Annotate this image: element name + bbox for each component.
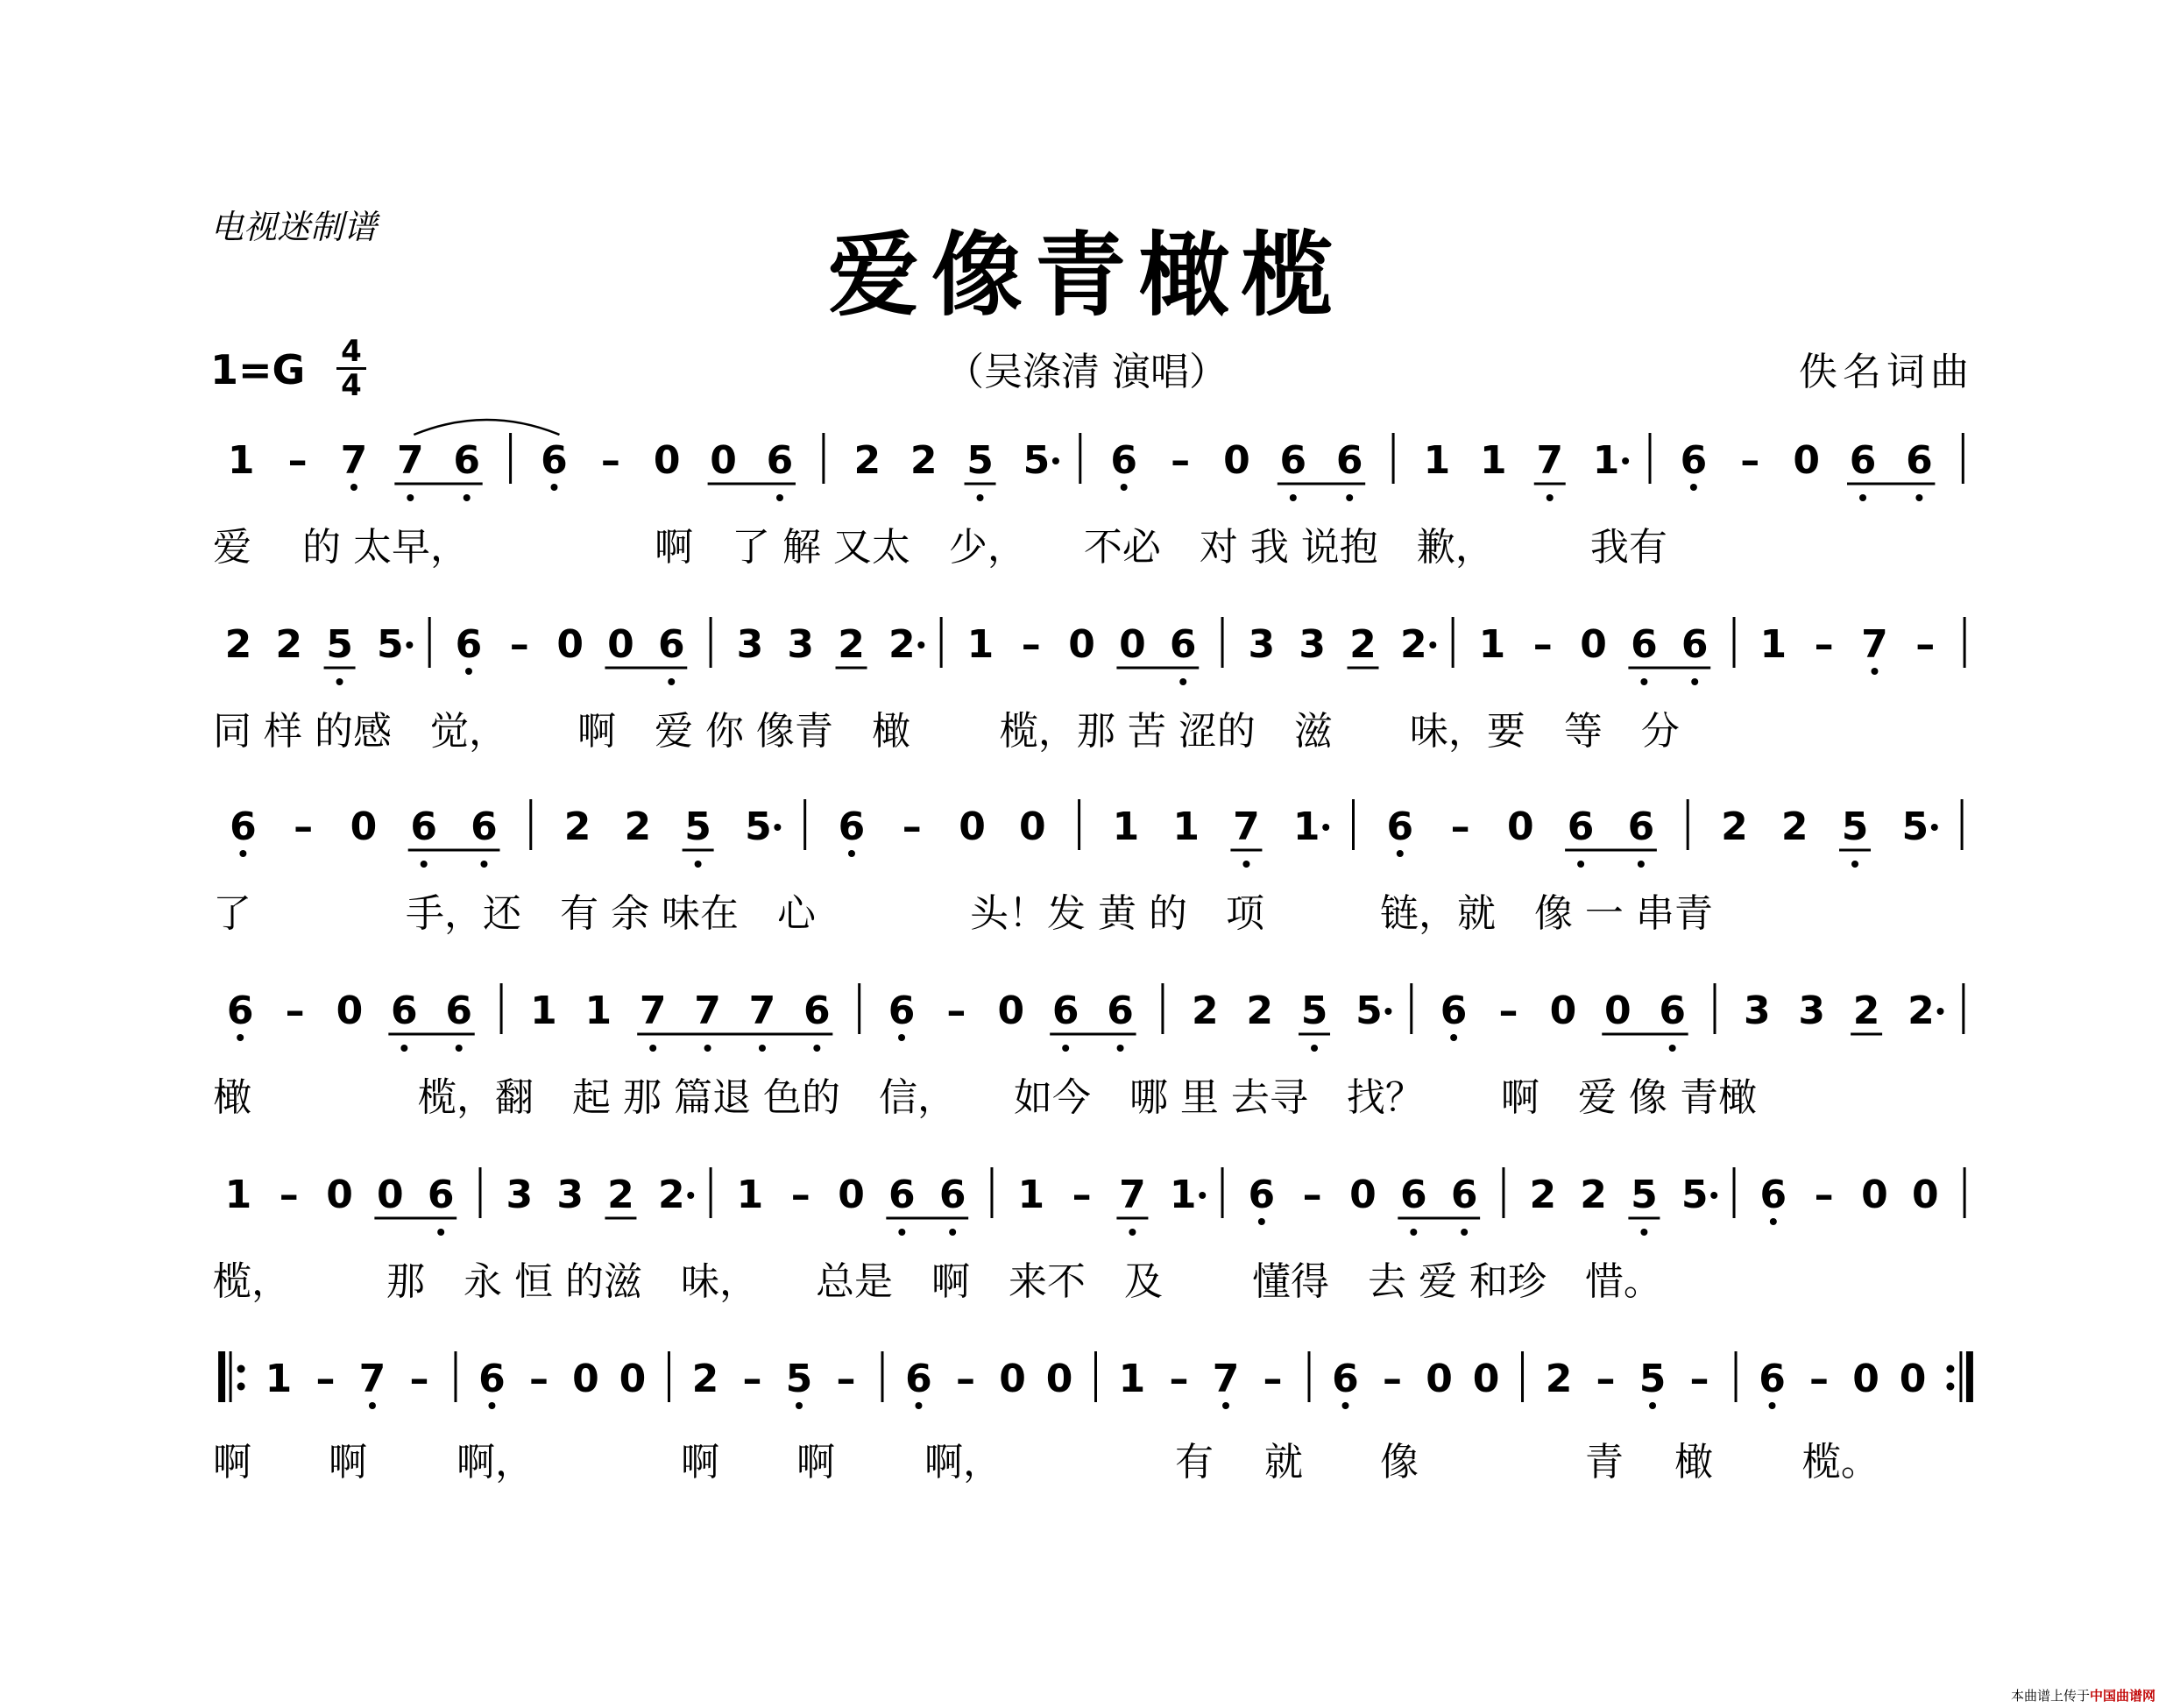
note: – [509,622,529,667]
octave-dot-below [1669,1045,1676,1052]
note: 7 [639,989,667,1033]
note: 6 [1759,1173,1787,1217]
note: – [287,438,308,483]
note: 0 [1507,804,1534,849]
note: 1 [1423,438,1451,483]
octave-dot-below [1640,1229,1647,1236]
octave-dot-below [649,1045,656,1052]
note: 1 [966,622,994,667]
note: 1 [1480,438,1507,483]
note: 6 [1906,438,1933,483]
note: 6 [1440,989,1468,1033]
note: 7 [1119,1173,1146,1217]
note: 1 [1759,622,1787,667]
note: – [1532,622,1553,667]
footer-prefix: 本曲谱上传于 [2010,1688,2090,1704]
note: 2 [624,804,652,849]
notation-row [230,799,1962,868]
note: 6 [1450,1173,1478,1217]
note: 1 [530,989,557,1033]
note: 1 [1292,804,1320,849]
note: – [1915,622,1936,667]
note: 2 [888,622,916,667]
octave-dot-below [1690,484,1697,491]
note: 5 [1300,989,1328,1033]
note: 2 [224,622,252,667]
note: – [1302,1173,1322,1217]
note: – [955,1357,975,1401]
note: 6 [226,989,254,1033]
notation-row [227,983,1964,1052]
note: 6 [1110,438,1138,483]
note: 5 [1681,1173,1709,1217]
lyrics-line: 橄 榄，翻 起 那 篇退 色的 信， 如今 哪 里 去寻 找？ 啊 爱 像 青橄 [213,1075,1757,1120]
note: 1 [1478,622,1506,667]
note: 3 [787,622,815,667]
note: 5 [1901,804,1929,849]
octave-dot-below [488,1402,495,1409]
note: 6 [541,438,568,483]
note: – [1169,1357,1189,1401]
note: 2 [910,438,938,483]
note: 7 [397,438,424,483]
note: 6 [1107,989,1134,1033]
octave-dot-below [1859,494,1866,501]
note: 1 [1017,1173,1045,1217]
notation-row [225,617,1965,685]
note: 0 [572,1357,599,1401]
octave-dot-below [759,1045,766,1052]
octave-dot-below [898,1229,905,1236]
duration-dot [687,1192,694,1199]
note: 0 [838,1173,865,1217]
note: – [1689,1357,1709,1401]
note: 0 [607,622,634,667]
note: 3 [556,1173,584,1217]
octave-dot-below [1242,861,1249,868]
note: 6 [455,622,483,667]
note: 0 [1045,1357,1073,1401]
note: 6 [410,804,438,849]
note: 0 [653,438,681,483]
octave-dot-below [1450,1034,1457,1041]
note: 2 [853,438,881,483]
note: 0 [997,989,1025,1033]
note: 6 [453,438,481,483]
footer-upload-note [2011,1686,2155,1704]
octave-dot-below [1179,678,1186,685]
duration-dot [1936,1008,1943,1015]
note: 3 [736,622,764,667]
note: 3 [1248,622,1276,667]
duration-dot [1199,1192,1206,1199]
octave-dot-below [480,861,487,868]
repeat-end [1946,1351,1973,1402]
octave-dot-below [813,1045,820,1052]
duration-dot [774,824,781,831]
lyrics-line: 榄， 那 永 恒 的滋 味， 总是 啊 来不 及 懂得 去 爱 和珍 惜。 [213,1259,1662,1304]
note: 0 [326,1173,353,1217]
note: 0 [1472,1357,1500,1401]
note: – [946,989,966,1033]
octave-dot-below [1311,1045,1318,1052]
note: – [1809,1357,1830,1401]
note: 6 [1631,622,1658,667]
note: 5 [684,804,711,849]
note: 2 [1908,989,1935,1033]
note: 6 [803,989,831,1033]
note: 6 [1169,622,1197,667]
note: 0 [1119,622,1146,667]
note: 1 [736,1173,764,1217]
note: 5 [377,622,404,667]
note: 6 [1386,804,1414,849]
note: – [1171,438,1191,483]
note: 6 [1248,1173,1276,1217]
note: 6 [445,989,473,1033]
note: 5 [1023,438,1051,483]
lyrics-music-credit: 佚名词曲 [1799,350,1974,394]
note: 6 [1400,1173,1427,1217]
note: – [285,989,305,1033]
note: 6 [905,1357,932,1401]
note: 1 [227,438,255,483]
note: – [1450,804,1470,849]
octave-dot-below [1062,1045,1069,1052]
octave-dot-below [1769,1402,1776,1409]
octave-dot-below [668,678,675,685]
note: 0 [1426,1357,1453,1401]
note: 5 [1841,804,1869,849]
duration-dot [1931,824,1938,831]
octave-dot-below [1222,1402,1229,1409]
note: 6 [657,622,685,667]
footer-brand: 中国曲谱网 [2089,1688,2155,1704]
note: 6 [1332,1357,1359,1401]
note: 7 [694,989,721,1033]
note: 5 [1355,989,1383,1033]
note: 0 [999,1357,1026,1401]
octave-dot-below [1258,1218,1265,1225]
notation-row [218,1351,1973,1409]
note: 6 [1567,804,1595,849]
octave-dot-below [1638,861,1645,868]
octave-dot-below [1640,678,1647,685]
note: 0 [1349,1173,1377,1217]
note: – [528,1357,549,1401]
note: 0 [1861,1173,1888,1217]
note: 0 [1603,989,1632,1033]
note: 6 [427,1173,455,1217]
note: – [902,804,922,849]
octave-dot-below [977,494,984,501]
note: – [836,1357,856,1401]
note: – [315,1357,336,1401]
song-title: 爱像青橄榄 [827,221,1345,329]
note: 6 [1051,989,1079,1033]
note: 6 [471,804,498,849]
octave-dot-below [421,861,428,868]
note: 0 [377,1173,404,1217]
note: 7 [1536,438,1564,483]
octave-dot-below [1770,1218,1777,1225]
note: 6 [888,989,916,1033]
octave-dot-below [1547,494,1554,501]
slur [414,420,559,435]
note: 7 [1212,1357,1240,1401]
octave-dot-below [1871,668,1878,675]
note: – [600,438,620,483]
octave-dot-below [350,484,357,491]
note: – [790,1173,810,1217]
note: 2 [607,1173,634,1217]
octave-dot-below [456,1045,463,1052]
note: 3 [1798,989,1826,1033]
octave-dot-below [848,850,855,857]
note: 6 [838,804,866,849]
note: 0 [1899,1357,1927,1401]
note: 2 [563,804,591,849]
note: 2 [838,622,865,667]
note: 0 [1852,1357,1879,1401]
octave-dot-below [465,668,472,675]
note: 1 [1592,438,1620,483]
notation-row [225,1167,1965,1236]
note: 6 [1759,1357,1786,1401]
note: 0 [350,804,378,849]
duration-dot [917,641,924,648]
octave-dot-below [239,850,246,857]
note: 0 [1793,438,1820,483]
note: 0 [1223,438,1250,483]
octave-dot-below [776,494,783,501]
duration-dot [1384,1008,1391,1015]
octave-dot-below [400,1045,407,1052]
key-signature: 1=G [210,346,306,393]
note: 0 [1580,622,1607,667]
note: 1 [1118,1357,1146,1401]
note: 2 [657,1173,685,1217]
octave-dot-below [464,494,471,501]
note: 2 [1529,1173,1557,1217]
note: – [1021,622,1041,667]
octave-dot-below [949,1229,956,1236]
octave-dot-below [695,861,702,868]
note: 6 [1681,622,1709,667]
note: 1 [1172,804,1200,849]
note: 0 [1549,989,1577,1033]
note: 5 [326,622,353,667]
note: – [1072,1173,1092,1217]
note: – [1814,622,1834,667]
octave-dot-below [1691,678,1698,685]
note: 5 [785,1357,813,1401]
octave-dot-below [1577,861,1584,868]
octave-dot-below [915,1402,922,1409]
time-signature-top: 4 [336,336,366,370]
note: 2 [1580,1173,1607,1217]
lyrics-line: 爱 的 太早， 啊 了 解 又太 少， 不必 对 我 说抱 歉， 我有 [213,525,1667,570]
note: 6 [1659,989,1686,1033]
note: – [1498,989,1518,1033]
note: 2 [1721,804,1748,849]
octave-dot-below [1117,1045,1124,1052]
duration-dot [1622,457,1629,464]
note: 0 [1068,622,1095,667]
octave-dot-below [369,1402,376,1409]
note: 0 [959,804,986,849]
note: 0 [710,438,737,483]
octave-dot-below [1851,861,1858,868]
time-signature-bottom: 4 [341,368,362,403]
octave-dot-below [1346,494,1353,501]
duration-dot [1052,457,1059,464]
octave-dot-below [704,1045,711,1052]
note: 6 [391,989,418,1033]
note: 5 [1631,1173,1658,1217]
note: 7 [748,989,776,1033]
note: 6 [1279,438,1307,483]
note: 0 [336,989,364,1033]
octave-dot-below [550,484,557,491]
octave-dot-below [1410,1229,1417,1236]
note: 2 [1191,989,1219,1033]
note: – [409,1357,429,1401]
duration-dot [406,641,413,648]
note: – [1814,1173,1834,1217]
note: 5 [966,438,994,483]
note: 3 [506,1173,534,1217]
note: 6 [888,1173,916,1217]
note: – [279,1173,299,1217]
note: 6 [1335,438,1363,483]
singer-credit: （吴涤清 演唱） [945,350,1228,394]
note: – [1383,1357,1403,1401]
note: 3 [1744,989,1771,1033]
note: 7 [1861,622,1888,667]
note: 0 [1018,804,1046,849]
octave-dot-below [336,678,343,685]
lyrics-line: 同 样 的感 觉， 啊 爱 你 像青 橄 榄，那 苦 涩的 滋 味，要 等 分 [213,709,1680,754]
duration-dot [1429,641,1436,648]
note: 6 [1849,438,1877,483]
note: – [1263,1357,1283,1401]
octave-dot-below [898,1034,905,1041]
note: 2 [691,1357,719,1401]
octave-dot-below [407,494,414,501]
note: 2 [1545,1357,1573,1401]
note: 5 [1639,1357,1667,1401]
lyrics-line: 啊 啊 啊， 啊 啊 啊， 有 就 像 青 橄 榄。 [213,1440,1879,1485]
octave-dot-below [1129,1229,1136,1236]
note: – [1740,438,1760,483]
note: 2 [1400,622,1427,667]
octave-dot-below [1121,484,1128,491]
maker-credit: 电视迷制谱 [210,208,378,246]
octave-dot-below [1649,1402,1656,1409]
octave-dot-below [1461,1229,1468,1236]
note: 6 [230,804,257,849]
note: 7 [340,438,368,483]
note: – [1596,1357,1616,1401]
note: 7 [1233,804,1260,849]
note: 6 [1627,804,1655,849]
octave-dot-below [237,1034,244,1041]
octave-dot-below [437,1229,444,1236]
repeat-start [218,1351,245,1402]
octave-dot-below [1290,494,1297,501]
note: 2 [1852,989,1880,1033]
octave-dot-below [1341,1402,1348,1409]
note: 1 [584,989,612,1033]
note: 6 [938,1173,966,1217]
note: 0 [1911,1173,1939,1217]
note: 6 [766,438,794,483]
note: 2 [1246,989,1273,1033]
note: 6 [478,1357,506,1401]
note: 5 [745,804,772,849]
note: 1 [265,1357,293,1401]
note: 1 [224,1173,252,1217]
octave-dot-below [1397,850,1404,857]
notation-row [228,420,1963,501]
note: 1 [1169,1173,1197,1217]
note: 2 [275,622,303,667]
note: 2 [1349,622,1377,667]
duration-dot [1710,1192,1717,1199]
octave-dot-below [1915,494,1922,501]
duration-dot [1322,824,1329,831]
note: 6 [1680,438,1708,483]
note: 0 [556,622,584,667]
octave-dot-below [796,1402,803,1409]
note: 2 [1780,804,1808,849]
lyrics-line: 了 手，还 有 余 味在 心 头！发 黄 的 项 链，就 像 一 串青 [213,891,1713,936]
note: 1 [1112,804,1140,849]
note: 0 [619,1357,647,1401]
note: – [742,1357,762,1401]
note: 7 [358,1357,386,1401]
note: – [294,804,314,849]
note: 3 [1299,622,1326,667]
